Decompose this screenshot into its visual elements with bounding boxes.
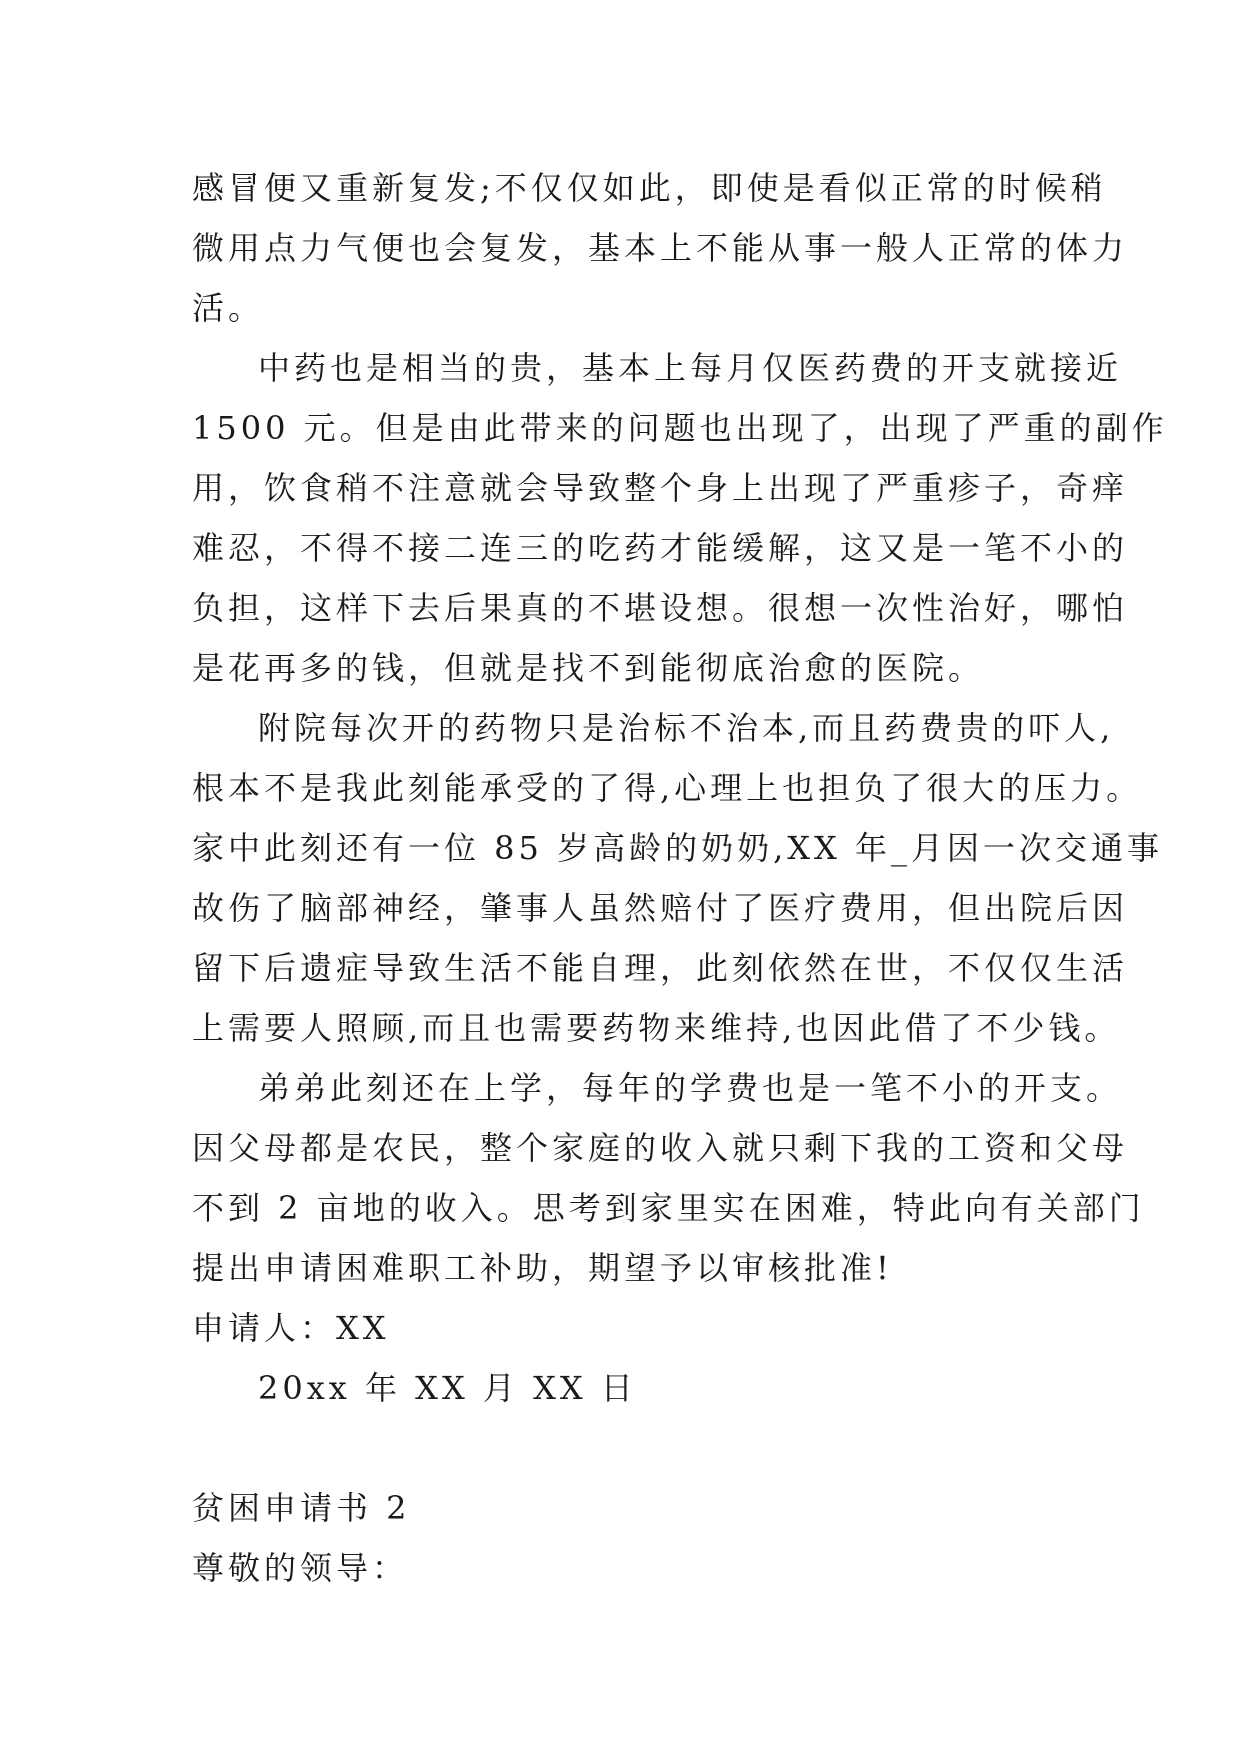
body-line: 上需要人照顾,而且也需要药物来维持,也因此借了不少钱。 <box>192 1009 1121 1047</box>
application-date: 20xx 年 XX 月 XX 日 <box>258 1369 637 1407</box>
body-line: 难忍，不得不接二连三的吃药才能缓解，这又是一笔不小的 <box>192 529 1129 567</box>
body-line: 用，饮食稍不注意就会导致整个身上出现了严重疹子，奇痒 <box>192 469 1129 507</box>
body-line: 负担，这样下去后果真的不堪设想。很想一次性治好，哪怕 <box>192 589 1129 627</box>
body-line: 活。 <box>192 289 265 327</box>
paragraph-start-line: 中药也是相当的贵，基本上每月仅医药费的开支就接近 <box>258 349 1123 387</box>
body-line: 家中此刻还有一位 85 岁高龄的奶奶,XX 年_月因一次交通事 <box>192 829 1163 867</box>
body-line: 留下后遗症导致生活不能自理，此刻依然在世，不仅仅生活 <box>192 949 1129 987</box>
paragraph-start-line: 附院每次开的药物只是治标不治本,而且药费贵的吓人, <box>258 709 1115 747</box>
body-line: 提出申请困难职工补助，期望予以审核批准! <box>192 1249 893 1287</box>
body-line: 感冒便又重新复发;不仅仅如此，即使是看似正常的时候稍 <box>192 169 1107 207</box>
body-line: 1500 元。但是由此带来的问题也出现了，出现了严重的副作 <box>192 409 1168 447</box>
section-title: 贫困申请书 2 <box>192 1489 411 1527</box>
body-line: 微用点力气便也会复发，基本上不能从事一般人正常的体力 <box>192 229 1129 267</box>
applicant-signature: 申请人：XX <box>192 1309 390 1347</box>
body-line: 根本不是我此刻能承受的了得,心理上也担负了很大的压力。 <box>192 769 1143 807</box>
body-line: 不到 2 亩地的收入。思考到家里实在困难，特此向有关部门 <box>192 1189 1145 1227</box>
body-line: 故伤了脑部神经，肇事人虽然赔付了医疗费用，但出院后因 <box>192 889 1129 927</box>
paragraph-start-line: 弟弟此刻还在上学，每年的学费也是一笔不小的开支。 <box>258 1069 1123 1107</box>
body-line: 因父母都是农民，整个家庭的收入就只剩下我的工资和父母 <box>192 1129 1129 1167</box>
document-body <box>192 158 1168 1598</box>
salutation: 尊敬的领导： <box>192 1549 409 1587</box>
blank-line <box>192 1418 1072 1478</box>
body-line: 是花再多的钱，但就是找不到能彻底治愈的医院。 <box>192 649 985 687</box>
